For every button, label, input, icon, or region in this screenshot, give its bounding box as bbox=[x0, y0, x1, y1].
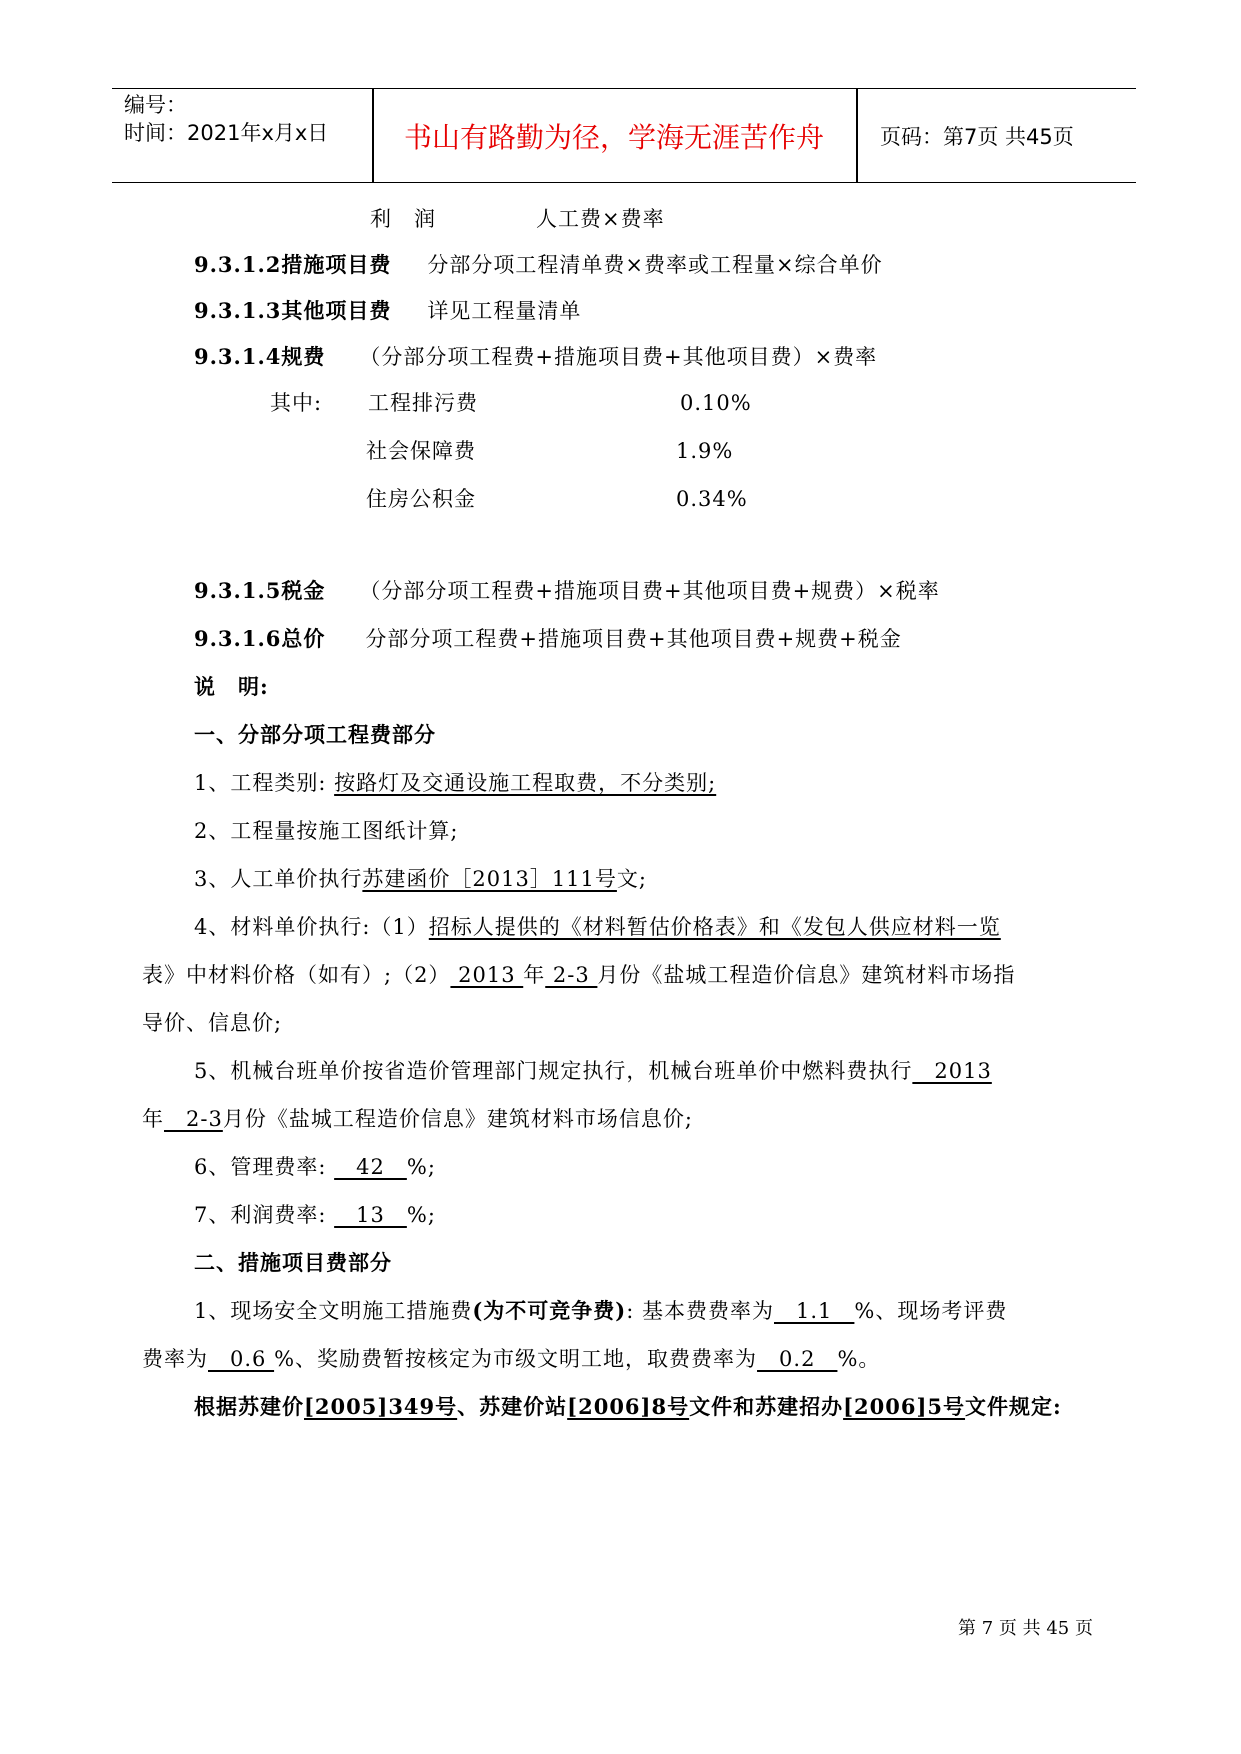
item-2: 2、工程量按施工图纸计算; bbox=[194, 819, 459, 843]
non-competitive-note: (为不可竞争费) bbox=[472, 1298, 627, 1323]
basic-rate-value: 1.1 bbox=[774, 1299, 855, 1323]
fee-name: 社会保障费 bbox=[366, 439, 476, 463]
total-code: 9.3.1.6总价 bbox=[194, 626, 326, 651]
other-fee-line bbox=[194, 296, 581, 326]
regulation-fee-line bbox=[194, 342, 877, 372]
basis-part: 根据苏建价 bbox=[194, 1394, 304, 1419]
item-5-line-1 bbox=[194, 1056, 992, 1086]
profit-label: 利 润 bbox=[370, 207, 436, 231]
time-label: 时间：2021年x月x日 bbox=[124, 121, 329, 145]
measure-item-part: %。 bbox=[837, 1347, 881, 1371]
reward-rate-value: 0.2 bbox=[757, 1347, 838, 1371]
item-1-prefix: 1、工程类别: bbox=[194, 771, 335, 795]
item-3 bbox=[194, 864, 647, 894]
among-label: 其中: bbox=[270, 391, 323, 415]
item-7 bbox=[194, 1200, 436, 1230]
footer-page-number: 第 7 页 共 45 页 bbox=[958, 1618, 1093, 1639]
total-line bbox=[194, 624, 902, 654]
measure-fee-formula: 分部分项工程清单费×费率或工程量×综合单价 bbox=[427, 253, 883, 277]
fee-rate: 0.10% bbox=[680, 391, 752, 415]
item-5-month: 2-3 bbox=[164, 1107, 223, 1131]
item-1 bbox=[194, 768, 716, 798]
measure-item-part: : 基本费费率为 bbox=[626, 1299, 774, 1323]
measure-item-part: 1、现场安全文明施工措施费 bbox=[194, 1299, 473, 1323]
basis-part: 、苏建价站 bbox=[457, 1394, 568, 1419]
fee-rate: 1.9% bbox=[676, 439, 734, 463]
number-label: 编号： bbox=[124, 93, 187, 117]
total-formula: 分部分项工程费+措施项目费+其他项目费+规费+税金 bbox=[365, 627, 902, 651]
item-6-value: 42 bbox=[334, 1155, 407, 1179]
measure-item-part: %、现场考评费 bbox=[854, 1299, 1008, 1323]
header-table bbox=[112, 88, 1136, 183]
item-4-month: 2-3 bbox=[545, 963, 598, 987]
regulation-fee-formula: （分部分项工程费+措施项目费+其他项目费）×费率 bbox=[359, 345, 878, 369]
fee-name: 工程排污费 bbox=[368, 391, 478, 415]
evaluation-rate-value: 0.6 bbox=[208, 1347, 275, 1371]
item-7-suffix: %; bbox=[406, 1203, 436, 1227]
item-5-line-2 bbox=[142, 1104, 693, 1134]
header-motto: 书山有路勤为径，学海无涯苦作舟 bbox=[403, 120, 824, 154]
measure-item-1-line-1 bbox=[194, 1296, 1007, 1326]
measure-item-part: %、奖励费暂按核定为市级文明工地，取费费率为 bbox=[274, 1347, 758, 1371]
item-7-prefix: 7、利润费率: bbox=[194, 1203, 335, 1227]
note-title: 说 明: bbox=[194, 674, 269, 699]
measure-fee-code: 9.3.1.2措施项目费 bbox=[194, 252, 392, 277]
measure-item-part: 费率为 bbox=[142, 1347, 208, 1371]
item-4-part: 表》中材料价格（如有）;（2） bbox=[142, 963, 451, 987]
item-4-part: 月份《盐城工程造价信息》建筑材料市场指 bbox=[597, 963, 1016, 987]
measure-fee-line bbox=[194, 250, 883, 280]
tax-code: 9.3.1.5税金 bbox=[194, 578, 326, 603]
item-6-suffix: %; bbox=[406, 1155, 436, 1179]
item-4-part: 4、材料单价执行:（1） bbox=[194, 915, 429, 939]
item-3-prefix: 3、人工单价执行 bbox=[194, 867, 363, 891]
item-4-line-1 bbox=[194, 912, 1001, 942]
basis-doc-ref: [2006]8号 bbox=[567, 1394, 690, 1419]
section-2-title: 二、措施项目费部分 bbox=[194, 1250, 392, 1275]
basis-part: 文件和苏建招办 bbox=[689, 1394, 844, 1419]
item-5-part: 月份《盐城工程造价信息》建筑材料市场信息价; bbox=[222, 1107, 693, 1131]
regulation-fee-code: 9.3.1.4规费 bbox=[194, 344, 326, 369]
item-4-part: 年 bbox=[523, 963, 546, 987]
item-5-part: 年 bbox=[142, 1107, 164, 1131]
item-4-line-3: 导价、信息价; bbox=[142, 1011, 283, 1035]
fee-rate: 0.34% bbox=[676, 487, 748, 511]
header-left-cell bbox=[124, 91, 374, 179]
measure-item-1-line-2 bbox=[142, 1344, 880, 1374]
header-page-info: 页码：第7页 共45页 bbox=[880, 124, 1074, 149]
basis-doc-ref: [2006]5号 bbox=[843, 1394, 966, 1419]
other-fee-formula: 详见工程量清单 bbox=[427, 299, 582, 323]
profit-formula: 人工费×费率 bbox=[536, 207, 665, 231]
item-6 bbox=[194, 1152, 436, 1182]
item-4-line-2 bbox=[142, 960, 1015, 990]
basis-part: 文件规定: bbox=[965, 1394, 1062, 1419]
basis-line bbox=[194, 1392, 1062, 1422]
item-7-value: 13 bbox=[334, 1203, 407, 1227]
fee-name: 住房公积金 bbox=[366, 487, 476, 511]
item-3-value: 苏建函价［2013］111号 bbox=[362, 867, 617, 891]
section-1-title: 一、分部分项工程费部分 bbox=[194, 722, 436, 747]
tax-formula: （分部分项工程费+措施项目费+其他项目费+规费）×税率 bbox=[359, 579, 940, 603]
profit-line bbox=[370, 204, 665, 234]
item-3-suffix: 文; bbox=[616, 867, 647, 891]
other-fee-code: 9.3.1.3其他项目费 bbox=[194, 298, 392, 323]
item-6-prefix: 6、管理费率: bbox=[194, 1155, 335, 1179]
tax-line bbox=[194, 576, 940, 606]
item-4-year: 2013 bbox=[450, 963, 524, 987]
basis-doc-ref: [2005]349号 bbox=[304, 1394, 458, 1419]
item-5-part: 5、机械台班单价按省造价管理部门规定执行，机械台班单价中燃料费执行 bbox=[194, 1059, 913, 1083]
header-divider bbox=[856, 89, 858, 182]
item-5-year: 2013 bbox=[912, 1059, 992, 1083]
item-4-part: 招标人提供的《材料暂估价格表》和《发包人供应材料一览 bbox=[428, 915, 1001, 939]
item-1-value: 按路灯及交通设施工程取费，不分类别; bbox=[334, 771, 717, 795]
